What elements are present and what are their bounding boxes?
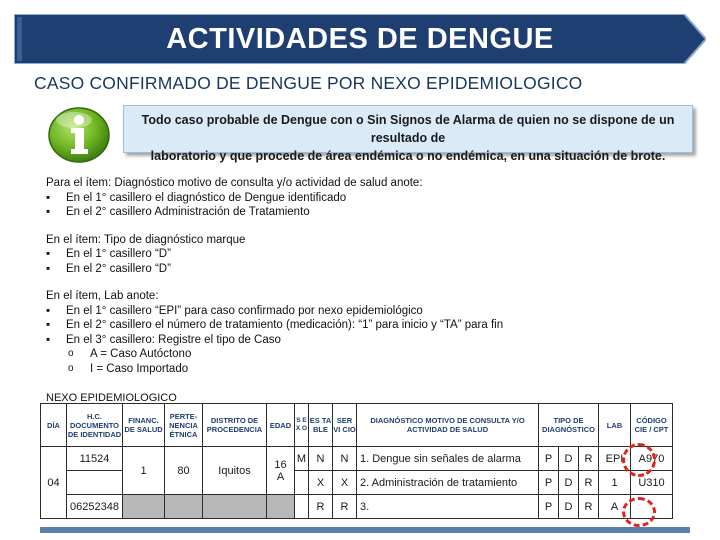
- instruction-subbullet: o I = Caso Importado: [68, 362, 189, 375]
- cell-etnia: 80: [165, 447, 203, 495]
- bullet-icon: ▪: [46, 206, 51, 218]
- page-title: ACTIVIDADES DE DENGUE: [166, 23, 554, 55]
- cell-servicio: X: [333, 471, 357, 495]
- definition-line-2: laboratorio y que procede de área endémica o no endémica, en una situación de brote.: [150, 149, 666, 163]
- cell-servicio: N: [333, 447, 357, 471]
- definition-line-1: Todo caso probable de Dengue con o Sin Signos de Alarma de quien no se dispone de un resultado de: [141, 113, 675, 145]
- cell-sexo-blank: [295, 495, 309, 519]
- instruction-heading: En el ítem, Lab anote:: [46, 290, 159, 302]
- cell-dia: 04: [41, 447, 67, 519]
- instruction-bullet: ▪ En el 2° casillero “D”: [46, 262, 171, 275]
- instructions: [46, 176, 696, 389]
- info-icon: [46, 104, 112, 164]
- header-diagnostico: DIAGNÓSTICO MOTIVO DE CONSULTA Y/O ACTIVIDAD DE SALUD: [357, 404, 539, 447]
- table-row: [41, 447, 673, 471]
- bullet-icon: ▪: [46, 248, 51, 260]
- cell-edad-blank: [267, 495, 295, 519]
- header-estable: ES TA BLE: [309, 404, 333, 447]
- footer-strip: [40, 527, 690, 533]
- cell-tipo-p: P: [539, 447, 559, 471]
- cell-tipo-d: D: [559, 495, 579, 519]
- cell-tipo-r: R: [579, 447, 599, 471]
- cell-hc-blank: [67, 471, 123, 495]
- instruction-heading: Para el ítem: Diagnóstico motivo de consulta y/o actividad de salud anote:: [46, 177, 423, 189]
- edad-value: 16: [274, 458, 287, 471]
- header-pertenencia: PERTE- NENCIA ÉTNICA: [165, 404, 203, 447]
- cell-hc: 11524: [67, 447, 123, 471]
- cell-diagnostico: 1. Dengue sin señales de alarma: [357, 447, 539, 471]
- cell-tipo-r: R: [579, 471, 599, 495]
- lab-highlight-ring-epi: [622, 443, 656, 477]
- cell-estable: N: [309, 447, 333, 471]
- instruction-heading: En el ítem: Tipo de diagnóstico marque: [46, 233, 246, 246]
- lab-highlight-ring-a: [622, 497, 656, 527]
- cell-tipo-r: R: [579, 495, 599, 519]
- header-codigo: CÓDIGO CIE / CPT: [631, 404, 673, 447]
- header-distrito: DISTRITO DE PROCEDENCIA: [203, 404, 267, 447]
- instruction-group-lab: [46, 289, 696, 376]
- cell-diagnostico: 2. Administración de tratamiento: [357, 471, 539, 495]
- header-dia: DÍA: [41, 404, 67, 447]
- cell-sexo: M: [295, 447, 309, 471]
- edad-unit: A: [276, 470, 285, 483]
- cell-distrito-blank: [203, 495, 267, 519]
- cell-distrito: Iquitos: [203, 447, 267, 495]
- instruction-bullet: ▪ En el 2° casillero Administración de Tratamiento: [46, 206, 310, 218]
- bullet-icon: ▪: [46, 262, 51, 275]
- cell-lab: A: [599, 495, 631, 519]
- cell-edad: [267, 447, 295, 495]
- cell-tipo-p: P: [539, 471, 559, 495]
- cell-lab: 1: [599, 471, 631, 495]
- table-caption: NEXO EPIDEMIOLOGICO: [46, 392, 177, 402]
- table-header-row: [41, 404, 673, 447]
- cell-tipo-p: P: [539, 495, 559, 519]
- header-hc: H.C. DOCUMENTO DE IDENTIDAD: [67, 404, 123, 447]
- bullet-icon: ▪: [46, 191, 51, 204]
- instruction-bullet: ▪ En el 3° casillero: Registre el tipo de Caso: [46, 333, 281, 346]
- circle-bullet-icon: o: [68, 362, 74, 374]
- instruction-bullet: ▪ En el 1° casillero “EPI” para caso confirmado por nexo epidemiológico: [46, 304, 423, 317]
- cell-tipo-d: D: [559, 471, 579, 495]
- bullet-icon: ▪: [46, 304, 51, 317]
- cell-estable: R: [309, 495, 333, 519]
- cell-etnia-blank: [165, 495, 203, 519]
- circle-bullet-icon: o: [68, 348, 74, 359]
- cell-documento: 06252348: [67, 495, 123, 519]
- cell-estable: X: [309, 471, 333, 495]
- bullet-icon: ▪: [46, 333, 51, 346]
- header-sexo: S E X O: [295, 404, 309, 447]
- instruction-bullet: ▪ En el 2° casillero el número de tratamiento (medicación): “1” para inicio y “TA” para fin: [46, 319, 504, 331]
- header-tipo-diagnostico: TIPO DE DIAGNÓSTICO: [539, 404, 599, 447]
- table-row: [41, 495, 673, 519]
- instruction-bullet: ▪ En el 1° casillero el diagnóstico de Dengue identificado: [46, 191, 347, 204]
- cell-codigo: A970: [631, 447, 673, 471]
- instruction-bullet: ▪ En el 1° casillero “D”: [46, 248, 171, 260]
- cell-servicio: R: [333, 495, 357, 519]
- header-lab: LAB: [599, 404, 631, 447]
- bullet-icon: ▪: [46, 319, 51, 331]
- cell-diagnostico: 3.: [357, 495, 539, 519]
- cell-tipo-d: D: [559, 447, 579, 471]
- page-subtitle: CASO CONFIRMADO DE DENGUE POR NEXO EPIDEMIOLOGICO: [34, 73, 583, 93]
- instruction-group-type: [46, 233, 696, 277]
- cell-financ: 1: [123, 447, 165, 495]
- cell-lab: EPI: [599, 447, 631, 471]
- cell-financ-blank: [123, 495, 165, 519]
- instruction-group-diagnosis: [46, 176, 696, 220]
- cell-codigo: U310: [631, 471, 673, 495]
- definition-box: [123, 105, 693, 163]
- cell-sexo-blank: [295, 471, 309, 495]
- header-financ: FINANC. DE SALUD: [123, 404, 165, 447]
- title-banner: [14, 14, 706, 64]
- instruction-subbullet: o A = Caso Autóctono: [68, 348, 192, 360]
- header-servicio: SER VI CIO: [333, 404, 357, 447]
- header-edad: EDAD: [267, 404, 295, 447]
- his-form-table: [40, 403, 673, 519]
